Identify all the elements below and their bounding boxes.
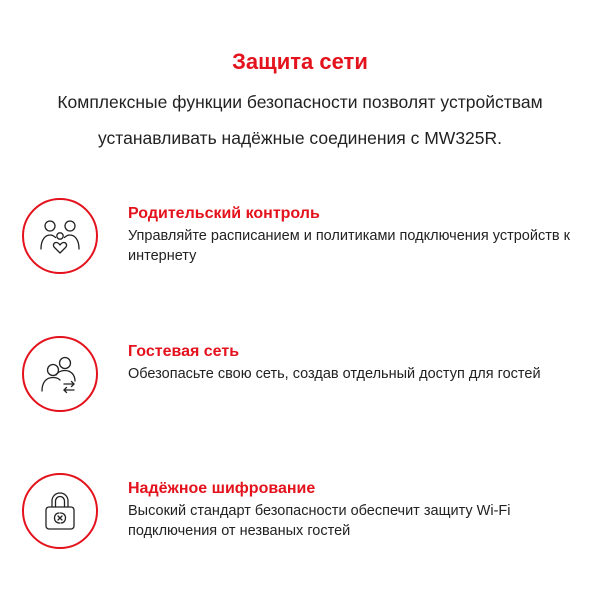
feature-text	[128, 479, 578, 541]
feature-description: Обезопасьте свою сеть, создав отдельный доступ для гостей	[128, 366, 541, 382]
parental-family-icon	[37, 213, 83, 259]
feature-guest-network	[22, 336, 582, 416]
feature-text	[128, 204, 578, 266]
feature-title: Надёжное шифрование	[128, 480, 316, 497]
feature-description: Высокий стандарт безопасности обеспечит защиту Wi-Fi подключения от незваных гостей	[128, 503, 511, 539]
feature-encryption	[22, 473, 582, 553]
feature-parental-control	[22, 198, 582, 278]
feature-title: Гостевая сеть	[128, 343, 240, 360]
lock-icon	[37, 488, 83, 534]
guest-icon-circle	[22, 336, 98, 412]
lock-icon-circle	[22, 473, 98, 549]
page-subtitle: Комплексные функции безопасности позволят устройствам устанавливать надёжные соединения с MW325R.	[57, 92, 543, 148]
page-title: Защита сети	[232, 49, 368, 74]
feature-title: Родительский контроль	[128, 205, 320, 222]
guest-users-icon	[37, 351, 83, 397]
feature-description: Управляйте расписанием и политиками подключения устройств к интернету	[128, 228, 570, 264]
feature-text	[128, 342, 578, 384]
parental-icon-circle	[22, 198, 98, 274]
